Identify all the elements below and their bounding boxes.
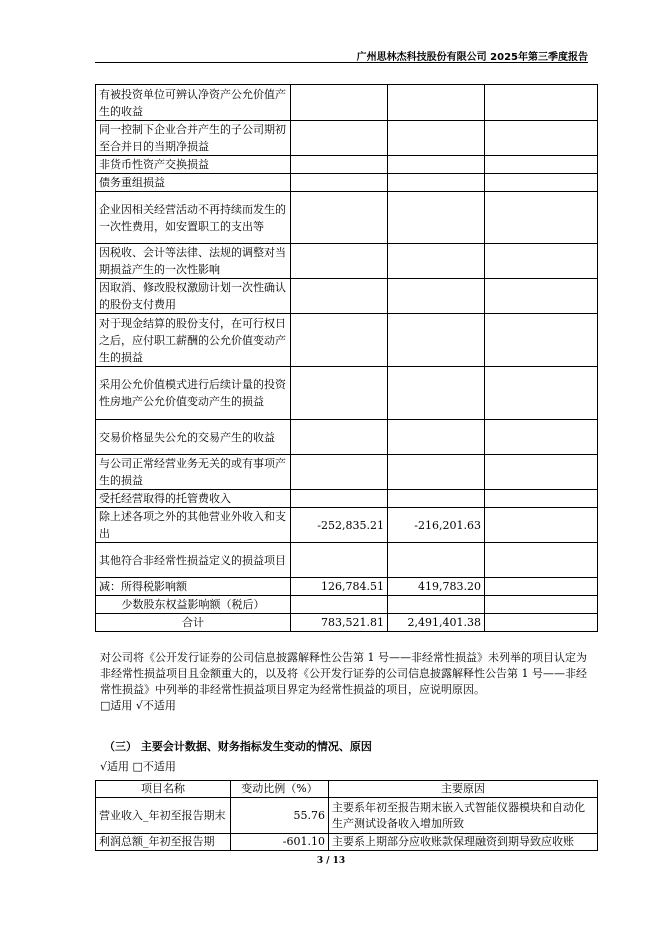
current-value [291,420,388,455]
ytd-value [388,192,485,244]
row-item: 债务重组损益 [96,174,291,192]
table-row [96,798,598,834]
note-cell [485,596,598,614]
column-header: 项目名称 [96,781,231,798]
row-item: 同一控制下企业合并产生的子公司期初至合并日的当期净损益 [96,121,291,156]
note-cell [485,174,598,192]
current-value [291,174,388,192]
ytd-value [388,367,485,420]
ytd-value: -216,201.63 [388,508,485,543]
table-row [96,490,598,508]
note-cell [485,420,598,455]
current-value [291,279,388,314]
table-row [96,156,598,174]
table-row [96,508,598,543]
current-value [291,156,388,174]
table-row [96,455,598,490]
ytd-value [388,156,485,174]
note-cell [485,279,598,314]
row-item: 非货币性资产交换损益 [96,156,291,174]
section-applicable-status: √适用 □不适用 [100,760,176,773]
main-reason: 主要系年初至报告期末嵌入式智能仪器模块和自动化生产测试设备收入增加所致 [329,798,598,834]
column-header: 主要原因 [329,781,598,798]
table-row [96,85,598,121]
note-cell [485,455,598,490]
note-cell [485,244,598,279]
row-item: 受托经营取得的托管费收入 [96,490,291,508]
table-header-row [96,781,598,798]
ytd-value [388,279,485,314]
header-rule [95,62,588,63]
table-row [96,174,598,192]
ytd-value [388,490,485,508]
table-row [96,543,598,578]
ytd-value [388,596,485,614]
current-value [291,244,388,279]
ytd-value [388,121,485,156]
ytd-value: 419,783.20 [388,578,485,596]
ytd-value [388,543,485,578]
row-item: 合计 [96,614,291,632]
row-item: 对于现金结算的股份支付，在可行权日之后，应付职工薪酬的公允价值变动产生的损益 [96,314,291,367]
row-item: 企业因相关经营活动不再持续而发生的一次性费用，如安置职工的支出等 [96,192,291,244]
ytd-value [388,420,485,455]
change-ratio: 55.76 [231,798,329,834]
current-value [291,490,388,508]
current-value [291,455,388,490]
note-cell [485,192,598,244]
note-cell [485,314,598,367]
table-row [96,420,598,455]
note-cell [485,490,598,508]
table-row [96,244,598,279]
ytd-value [388,85,485,121]
page-header: 广州思林杰科技股份有限公司 2025年第三季度报告 [356,52,588,63]
column-header: 变动比例（%） [231,781,329,798]
table-row [96,314,598,367]
row-item: 少数股东权益影响额（税后） [96,596,291,614]
note-cell [485,614,598,632]
current-value [291,85,388,121]
note-cell [485,508,598,543]
ytd-value [388,174,485,192]
note-cell [485,543,598,578]
current-value: 783,521.81 [291,614,388,632]
table-row [96,279,598,314]
row-item: 因税收、会计等法律、法规的调整对当期损益产生的一次性影响 [96,244,291,279]
change-reasons-table [95,780,598,851]
ytd-value [388,244,485,279]
disclosure-paragraph [100,650,594,714]
row-item: 有被投资单位可辨认净资产公允价值产生的收益 [96,85,291,121]
ytd-value [388,314,485,367]
current-value [291,192,388,244]
table-row [96,614,598,632]
item-name: 营业收入_年初至报告期末 [96,798,231,834]
table-row [96,596,598,614]
note-cell [485,156,598,174]
row-item: 其他符合非经常性损益定义的损益项目 [96,543,291,578]
table-row [96,121,598,156]
current-value [291,314,388,367]
applicable-status: □适用 √不适用 [100,699,176,712]
table-row [96,192,598,244]
page-number: 3 / 13 [316,856,346,866]
note-cell [485,121,598,156]
current-value: -252,835.21 [291,508,388,543]
row-item: 除上述各项之外的其他营业外收入和支出 [96,508,291,543]
ytd-value: 2,491,401.38 [388,614,485,632]
main-reason: 主要系上期部分应收账款保理融资到期导致应收账 [329,834,598,851]
row-item: 与公司正常经营业务无关的或有事项产生的损益 [96,455,291,490]
paragraph-text: 对公司将《公开发行证券的公司信息披露解释性公告第 1 号——非经常性损益》未列举的项目认定为非经常性损益项目且金额重大的，以及将《公开发行证券的公司信息披露解释性公告第 1 号——非经常性损益》中列举的非经常性损益项目界定为经常性损益的项目，应说明原因。 [100,651,587,696]
current-value [291,596,388,614]
current-value [291,367,388,420]
note-cell [485,85,598,121]
table-row [96,367,598,420]
row-item: 采用公允价值模式进行后续计量的投资性房地产公允价值变动产生的损益 [96,367,291,420]
note-cell [485,367,598,420]
current-value [291,543,388,578]
row-item: 交易价格显失公允的交易产生的收益 [96,420,291,455]
item-name: 利润总额_年初至报告期 [96,834,231,851]
row-item: 减：所得税影响额 [96,578,291,596]
table-row [96,834,598,851]
ytd-value [388,455,485,490]
row-item: 因取消、修改股权激励计划一次性确认的股份支付费用 [96,279,291,314]
section-title: （三） 主要会计数据、财务指标发生变动的情况、原因 [104,740,372,753]
nonrecurring-table [95,84,598,632]
current-value [291,121,388,156]
note-cell [485,578,598,596]
current-value: 126,784.51 [291,578,388,596]
table-row [96,578,598,596]
change-ratio: -601.10 [231,834,329,851]
